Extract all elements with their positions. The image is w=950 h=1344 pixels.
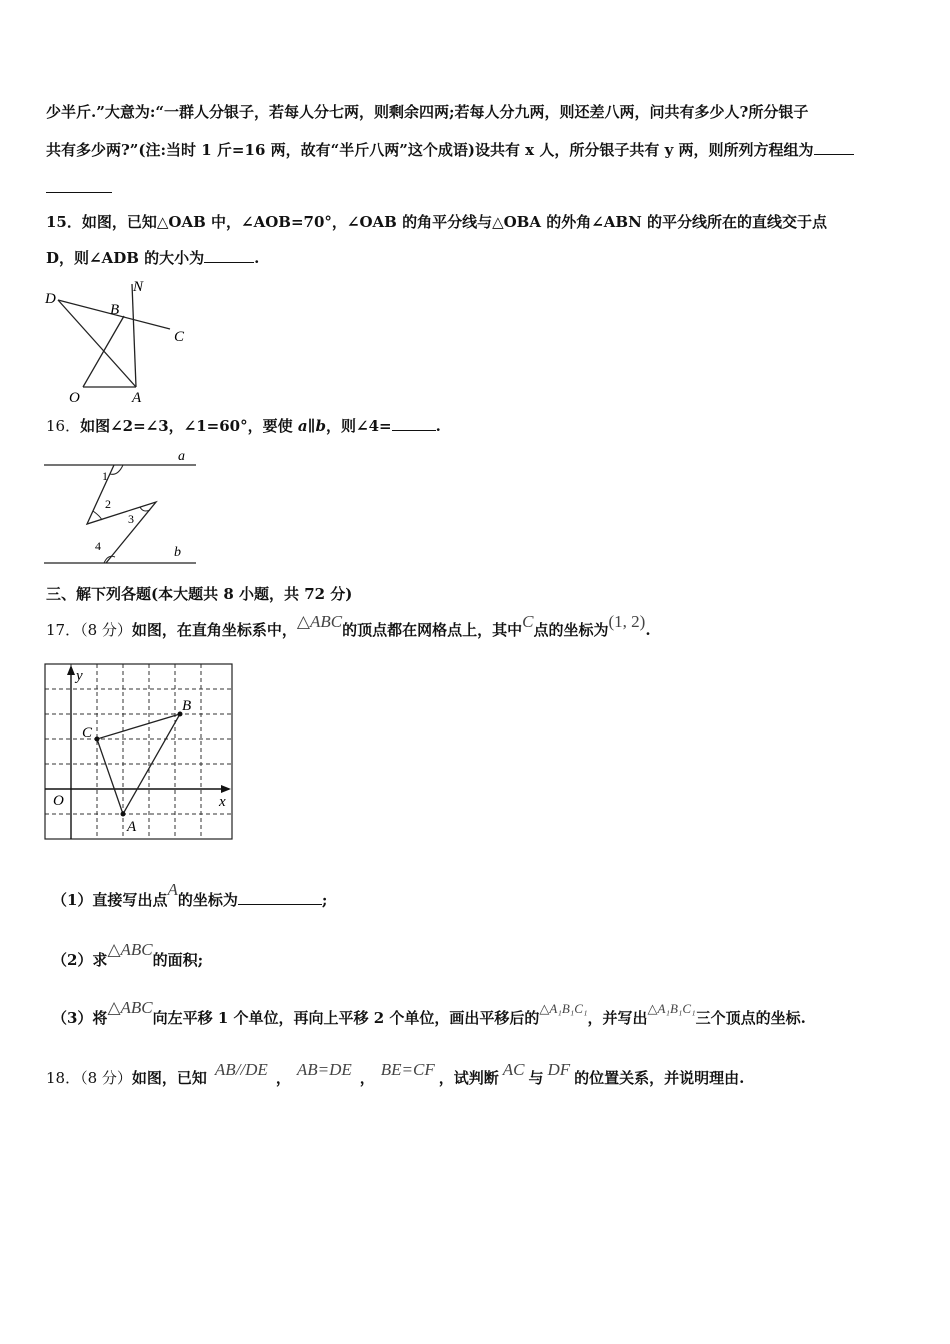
x-arrow: [221, 785, 231, 793]
q17-p3-tri: △ABC: [107, 998, 153, 1017]
q17-p1-c: ;: [321, 891, 328, 909]
q17-num: 17．: [46, 621, 81, 639]
label-4: 4: [95, 539, 101, 553]
q17-p2-a: （2）求: [52, 951, 108, 969]
grid: [45, 664, 232, 839]
label-b: b: [174, 545, 181, 560]
q16-figure: [44, 446, 204, 570]
q18-m2: AB=DE: [296, 1060, 352, 1079]
q17-part1: [52, 880, 328, 910]
q14-line3: [46, 178, 112, 198]
label-B: B: [182, 698, 192, 714]
answer-blank-cont[interactable]: [46, 178, 112, 193]
q15-figure: [40, 276, 200, 406]
line-AN: [132, 284, 136, 387]
q17-p3-c: ，并写出: [587, 1009, 648, 1027]
label-2: 2: [105, 497, 111, 511]
q17-p3-b: 向左平移 1 个单位，再向上平移 2 个单位，画出平移后的: [152, 1009, 540, 1027]
line-DA: [58, 300, 136, 387]
q17-p1-A: A: [167, 880, 178, 899]
label-C: C: [174, 329, 185, 345]
q18-line: [46, 1060, 745, 1088]
q17-p2-b: 的面积;: [152, 951, 204, 969]
q17-p3-tri2: △A₁B₁C₁: [647, 1001, 696, 1016]
q16-period: .: [435, 417, 441, 435]
q18-sep1: ，: [275, 1069, 291, 1087]
q17-p3-d: 三个顶点的坐标.: [695, 1009, 806, 1027]
y-arrow: [67, 665, 75, 675]
angle-arc-3: [140, 507, 150, 511]
label-D: D: [45, 291, 56, 307]
q18-m3: BE=CF: [380, 1060, 435, 1079]
q18-text-a: 如图，已知: [131, 1069, 207, 1087]
label-O: O: [69, 390, 80, 406]
label-C: C: [82, 725, 93, 741]
q17-line: [46, 612, 651, 640]
q15-line1: 15．如图，已知△OAB 中，∠AOB=70°，∠OAB 的角平分线与△OBA 的外角∠ABN 的平分线所在的直线交于点: [46, 213, 828, 231]
q18-text-d: 的位置关系，并说明理由.: [574, 1069, 745, 1087]
line-OB: [83, 316, 124, 387]
q17-p3-tri1: △A₁B₁C₁: [539, 1001, 588, 1016]
q14-line2-text: 共有多少两?”(注:当时 1 斤=16 两，故有“半斤八两”这个成语)设共有 x 人，所分银子共有 y 两，则所列方程组为: [46, 141, 814, 159]
q18-sep2: ，: [359, 1069, 375, 1087]
label-1: 1: [102, 469, 108, 483]
label-N: N: [133, 279, 144, 295]
q17-p2-tri: △ABC: [107, 940, 153, 959]
point-C: [95, 737, 100, 742]
label-3: 3: [128, 512, 134, 526]
q18-m1: AB//DE: [214, 1060, 268, 1079]
q14-line1: 少半斤.”大意为:“一群人分银子，若每人分七两，则剩余四两;若每人分九两，则还差八两，问共有多少人?所分银子: [46, 103, 809, 121]
angle-arc-2: [93, 511, 102, 520]
label-A: A: [127, 819, 137, 835]
q16-cond: a∥b: [297, 417, 326, 435]
point-A: [121, 812, 126, 817]
label-x: x: [219, 794, 226, 810]
q15-line2-text: D，则∠ADB 的大小为: [46, 249, 205, 267]
answer-blank[interactable]: [392, 416, 436, 431]
q17-p1-b: 的坐标为: [177, 891, 238, 909]
q18-m4: AC: [502, 1060, 525, 1079]
q17-p1-a: （1）直接写出点: [52, 891, 168, 909]
answer-blank[interactable]: [238, 890, 322, 905]
q17-text-b: 的顶点都在网格点上，其中: [342, 621, 523, 639]
q17-C: C: [522, 612, 534, 631]
q17-tri: △ABC: [296, 612, 343, 631]
label-A: A: [132, 390, 142, 406]
q16-num: 16．: [46, 417, 81, 435]
q18-text-b: ，试判断: [438, 1069, 499, 1087]
q17-period: .: [645, 621, 651, 639]
label-a: a: [178, 449, 185, 464]
q16-text-b: ，则∠4=: [326, 417, 392, 435]
answer-blank[interactable]: [204, 248, 254, 263]
q16-line: [46, 416, 441, 436]
q18-m5: DF: [547, 1060, 571, 1079]
section-title: 三、解下列各题(本大题共 8 小题，共 72 分): [46, 585, 353, 603]
q15-period: .: [254, 249, 260, 267]
label-O: O: [53, 793, 64, 809]
answer-blank[interactable]: [814, 140, 854, 155]
label-B: B: [110, 302, 120, 318]
q17-figure: [45, 664, 235, 840]
q17-part2: [52, 940, 204, 970]
q15-line2: [46, 248, 259, 268]
q18-num: 18．: [46, 1069, 81, 1087]
q17-part3: [52, 998, 806, 1029]
q17-score: （8 分）: [80, 621, 132, 639]
grid-border: [45, 664, 232, 839]
q17-text-a: 如图，在直角坐标系中，: [131, 621, 297, 639]
q16-text-a: 如图∠2=∠3，∠1=60°，要使: [80, 417, 298, 435]
q17-coord: (1, 2): [608, 612, 646, 631]
q14-line2: [46, 140, 854, 160]
q17-p3-a: （3）将: [52, 1009, 108, 1027]
q18-score: （8 分）: [80, 1069, 132, 1087]
q17-text-c: 点的坐标为: [533, 621, 609, 639]
q18-text-c: 与: [528, 1069, 544, 1087]
label-y: y: [76, 668, 83, 684]
